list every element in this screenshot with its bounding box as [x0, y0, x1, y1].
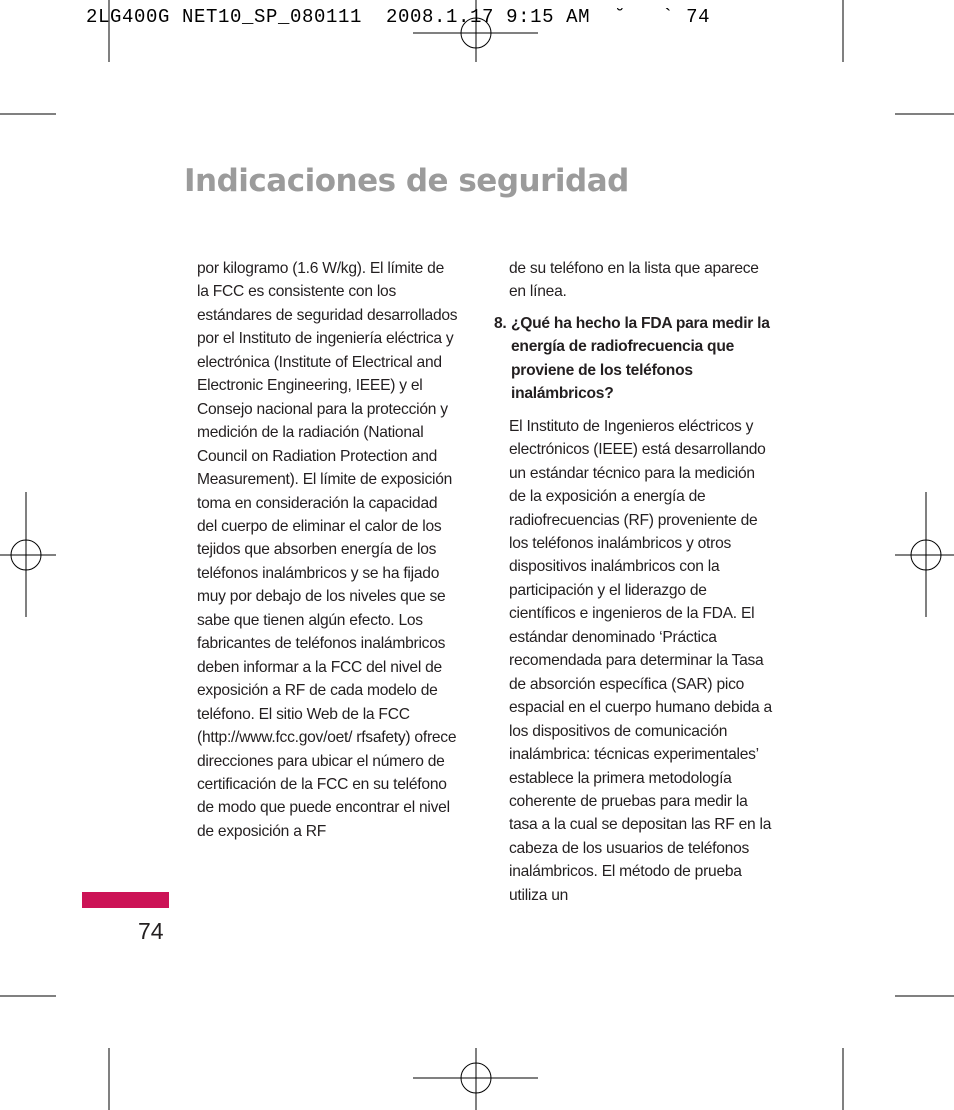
section-color-tab [82, 892, 169, 908]
right-text-column [494, 257, 775, 907]
continuation-paragraph: de su teléfono en la lista que aparece en línea. [509, 260, 759, 301]
page-number: 74 [138, 918, 164, 944]
registration-mark-left [0, 492, 56, 617]
print-slug-line: 2LG400G NET10_SP_080111 2008.1.17 9:15 AM ˘ ` 74 [86, 6, 711, 28]
answer-paragraph: El Instituto de Ingenieros eléctricos y electrónicos (IEEE) está desarrollando un estándar técnico para la medición de la exposición a energía de radiofrecuencias (RF) proveniente de los teléfonos inalámbricos y otros dispositivos inalámbricos con la participación y el liderazgo de científicos e ingenieros de la FDA. El estándar denominado ‘Práctica recomendada para determinar la Tasa de absorción específica (SAR) pico espacial en el cuerpo humano debida a los dispositivos de comunicación inalámbrica: técnicas experimentales’ establece la primera metodología coherente de pruebas para medir la tasa a la cual se depositan las RF en la cabeza de los usuarios de teléfonos inalámbricos. El método de prueba utiliza un [509, 417, 772, 904]
question-text: ¿Qué ha hecho la FDA para medir la energía de radiofrecuencia que proviene de los teléfonos inalámbricos? [511, 314, 770, 403]
question-number: 8. [494, 314, 507, 332]
page-title: Indicaciones de seguridad [184, 163, 629, 199]
question-heading [494, 312, 775, 406]
left-column-paragraph: por kilogramo (1.6 W/kg). El límite de la FCC es consistente con los estándares de seguridad desarrollados por el Instituto de ingeniería eléctrica y electrónica (Institute of Electrical and Electronic Engineering, IEEE) y el Consejo nacional para la protección y medición de la radiación (National Council on Radiation Protection and Measurement). El límite de exposición toma en consideración la capacidad del cuerpo de eliminar el calor de los tejidos que absorben energía de los teléfonos inalámbricos y se ha fijado muy por debajo de los niveles que se sabe que tienen algún efecto. Los fabricantes de teléfonos inalámbricos deben informar a la FCC del nivel de exposición a RF de cada modelo de teléfono. El sitio Web de la FCC (http://www.fcc.gov/oet/ rfsafety) ofrece direcciones para ubicar el número de certificación de la FCC en su teléfono de modo que puede encontrar el nivel de exposición a RF [197, 260, 458, 840]
registration-mark-right [895, 492, 954, 617]
registration-mark-top [413, 0, 538, 62]
registration-mark-bottom [413, 1048, 538, 1110]
left-text-column [197, 257, 459, 843]
